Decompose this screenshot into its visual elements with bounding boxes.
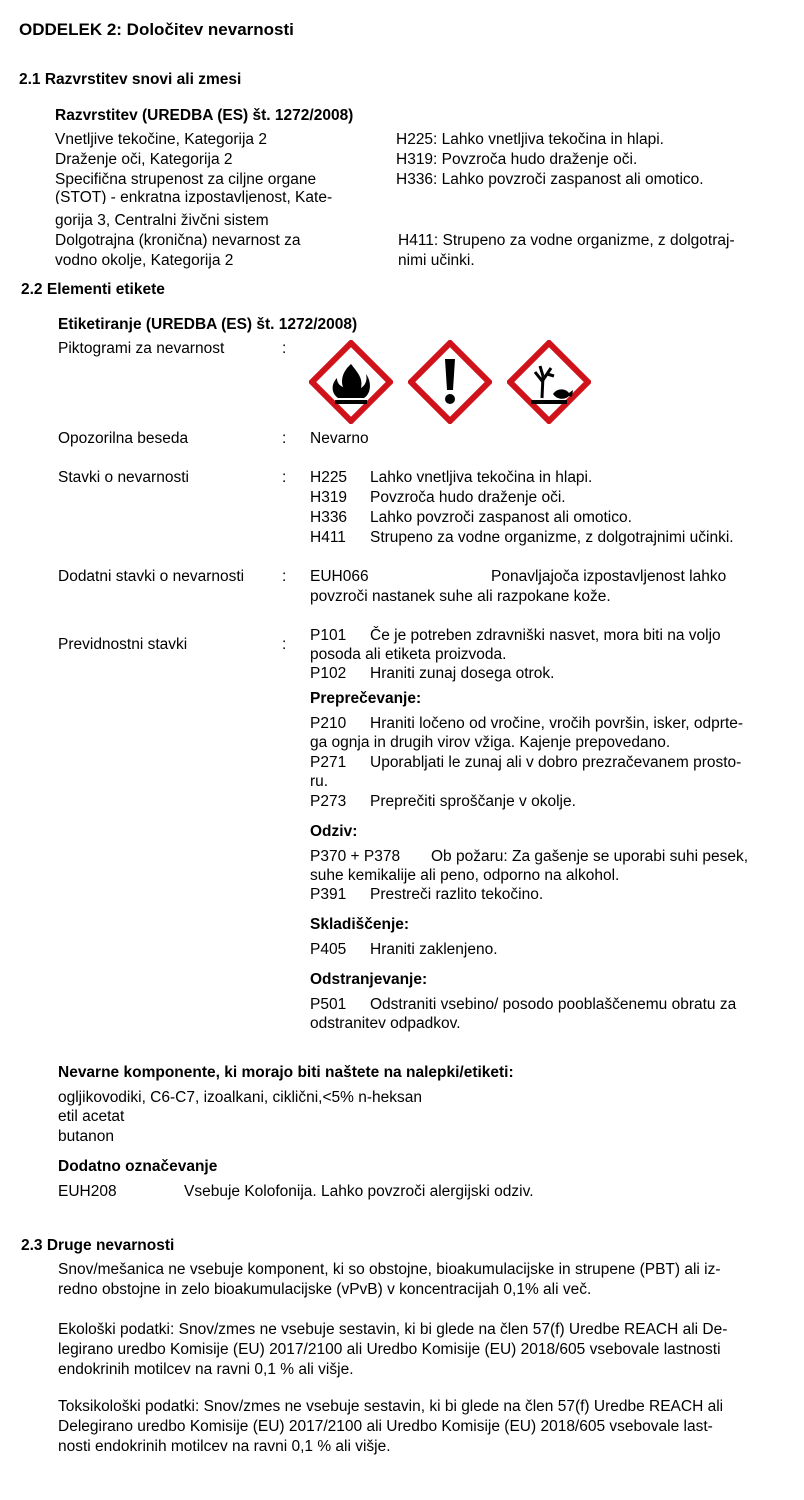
section-2-2-heading: 2.2 Elementi etikete bbox=[21, 281, 165, 298]
p-text: Prestreči razlito tekočino. bbox=[370, 886, 544, 903]
hazard-code: H336 bbox=[310, 509, 348, 526]
hazard-code: H319 bbox=[310, 489, 348, 506]
flame-icon bbox=[309, 340, 393, 424]
eco-paragraph-line: endokrinih motilcev na ravni 0,1 % ali višje. bbox=[58, 1361, 354, 1378]
p-text: Odstraniti vsebino/ posodo pooblaščenemu obratu za bbox=[370, 996, 737, 1013]
p-text: Ob požaru: Za gašenje se uporabi suhi pesek, bbox=[431, 848, 749, 865]
section-title: ODDELEK 2: Določitev nevarnosti bbox=[19, 20, 294, 39]
component-item: butanon bbox=[58, 1128, 115, 1145]
classification-row: gorija 3, Centralni živčni sistem bbox=[55, 212, 269, 229]
eco-paragraph-line: Ekološki podatki: Snov/zmes ne vsebuje sestavin, ki bi glede na člen 57(f) Uredbe REACH ali De- bbox=[58, 1321, 728, 1338]
p-code: P501 bbox=[310, 996, 347, 1013]
p-text: Hraniti ločeno od vročine, vročih površin, isker, odprte- bbox=[370, 715, 744, 732]
prevention-title: Preprečevanje: bbox=[310, 690, 422, 707]
euh208-text: Vsebuje Kolofonija. Lahko povzroči alergijski odziv. bbox=[184, 1183, 534, 1200]
p-text: Hraniti zaklenjeno. bbox=[370, 941, 498, 958]
p-code: P271 bbox=[310, 754, 347, 771]
classification-hazard: H319: Povzroča hudo draženje oči. bbox=[396, 151, 638, 168]
pictograms-label: Piktogrami za nevarnost bbox=[58, 340, 225, 357]
colon: : bbox=[282, 430, 287, 447]
p-text-cont: ru. bbox=[310, 773, 329, 790]
hazard-code: H225 bbox=[310, 469, 348, 486]
euh066-code: EUH066 bbox=[310, 568, 369, 585]
pbt-paragraph-line: redno obstojne in zelo bioakumulacijske (vPvB) v koncentracijah 0,1% ali več. bbox=[58, 1281, 592, 1298]
p-text-cont: ga ognja in drugih virov vžiga. Kajenje prepovedano. bbox=[310, 734, 671, 751]
classification-row: Draženje oči, Kategorija 2 bbox=[55, 151, 233, 168]
p-text: Hraniti zunaj dosega otrok. bbox=[370, 665, 555, 682]
pbt-paragraph-line: Snov/mešanica ne vsebuje komponent, ki so obstojne, bioakumulacijske in strupene (PBT) ali iz- bbox=[58, 1261, 721, 1278]
additional-labelling-title: Dodatno označevanje bbox=[58, 1158, 218, 1175]
p-text-cont: suhe kemikalije ali peno, odporno na alkohol. bbox=[310, 867, 620, 884]
tox-paragraph-line: nosti endokrinih motilcev na ravni 0,1 % ali višje. bbox=[58, 1438, 391, 1455]
eco-paragraph-line: legirano uredbo Komisije (EU) 2017/2100 ali Uredbo Komisije (EU) 2018/605 vsebovale lastnosti bbox=[58, 1341, 721, 1358]
additional-hazard-label: Dodatni stavki o nevarnosti bbox=[58, 568, 245, 585]
classification-row: Specifična strupenost za ciljne organe bbox=[55, 171, 317, 188]
hazard-statements-label: Stavki o nevarnosti bbox=[58, 469, 189, 486]
p-code: P405 bbox=[310, 941, 347, 958]
hazard-code: H411 bbox=[310, 529, 346, 546]
p-text: Preprečiti sproščanje v okolje. bbox=[370, 793, 576, 810]
p-code: P101 bbox=[310, 627, 347, 644]
classification-hazard: H225: Lahko vnetljiva tekočina in hlapi. bbox=[396, 131, 664, 148]
euh208-code: EUH208 bbox=[58, 1183, 117, 1200]
euh066-text-cont: povzroči nastanek suhe ali razpokane kože. bbox=[310, 588, 611, 605]
signal-word-label: Opozorilna beseda bbox=[58, 430, 189, 447]
p-code: P391 bbox=[310, 886, 347, 903]
p-code: P102 bbox=[310, 665, 347, 682]
tox-paragraph-line: Toksikološki podatki: Snov/zmes ne vsebuje sestavin, ki bi glede na člen 57(f) Uredbe REACH ali bbox=[58, 1398, 724, 1415]
signal-word-value: Nevarno bbox=[310, 430, 369, 447]
colon: : bbox=[282, 636, 287, 653]
section-2-3-heading: 2.3 Druge nevarnosti bbox=[21, 1237, 175, 1254]
tox-paragraph-line: Delegirano uredbo Komisije (EU) 2017/2100 ali Uredbo Komisije (EU) 2018/605 vsebovale last- bbox=[58, 1418, 713, 1435]
classification-row: Vnetljive tekočine, Kategorija 2 bbox=[55, 131, 267, 148]
component-item: ogljikovodiki, C6-C7, izoalkani, ciklični,<5% n-heksan bbox=[58, 1089, 422, 1106]
p-code: P273 bbox=[310, 793, 347, 810]
exclamation-icon bbox=[408, 340, 492, 424]
disposal-title: Odstranjevanje: bbox=[310, 971, 428, 988]
p-code: P210 bbox=[310, 715, 347, 732]
classification-subheading: Razvrstitev (UREDBA (ES) št. 1272/2008) bbox=[55, 107, 354, 124]
p-code: P370 + P378 bbox=[310, 848, 401, 865]
components-title: Nevarne komponente, ki morajo biti naštete na nalepki/etiketi: bbox=[58, 1064, 514, 1081]
environment-icon bbox=[507, 340, 591, 424]
p-text-cont: odstranitev odpadkov. bbox=[310, 1015, 461, 1032]
hazard-text: Lahko vnetljiva tekočina in hlapi. bbox=[370, 469, 593, 486]
response-title: Odziv: bbox=[310, 823, 358, 840]
hazard-text: Lahko povzroči zaspanost ali omotico. bbox=[370, 509, 632, 526]
colon: : bbox=[282, 469, 287, 486]
classification-hazard: H411: Strupeno za vodne organizme, z dolgotraj- bbox=[398, 232, 735, 249]
classification-row: (STOT) - enkratna izpostavljenost, Kate- bbox=[55, 189, 333, 204]
classification-row: vodno okolje, Kategorija 2 bbox=[55, 252, 234, 269]
colon: : bbox=[282, 568, 287, 585]
storage-title: Skladiščenje: bbox=[310, 916, 410, 933]
classification-row: Dolgotrajna (kronična) nevarnost za bbox=[55, 232, 301, 249]
section-2-1-heading: 2.1 Razvrstitev snovi ali zmesi bbox=[19, 71, 242, 88]
p-text-cont: posoda ali etiketa proizvoda. bbox=[310, 646, 507, 663]
euh066-text: Ponavljajoča izpostavljenost lahko bbox=[491, 568, 727, 585]
hazard-text: Povzroča hudo draženje oči. bbox=[370, 489, 566, 506]
component-item: etil acetat bbox=[58, 1108, 125, 1125]
classification-hazard: H336: Lahko povzroči zaspanost ali omotico. bbox=[396, 171, 704, 188]
classification-hazard: nimi učinki. bbox=[398, 252, 475, 269]
p-text: Uporabljati le zunaj ali v dobro prezračevanem prosto- bbox=[370, 754, 742, 771]
colon: : bbox=[282, 340, 287, 357]
p-text: Če je potreben zdravniški nasvet, mora biti na voljo bbox=[370, 627, 721, 644]
labelling-subheading: Etiketiranje (UREDBA (ES) št. 1272/2008) bbox=[58, 316, 358, 333]
hazard-text: Strupeno za vodne organizme, z dolgotrajnimi učinki. bbox=[370, 529, 734, 546]
precautionary-label: Previdnostni stavki bbox=[58, 636, 188, 653]
